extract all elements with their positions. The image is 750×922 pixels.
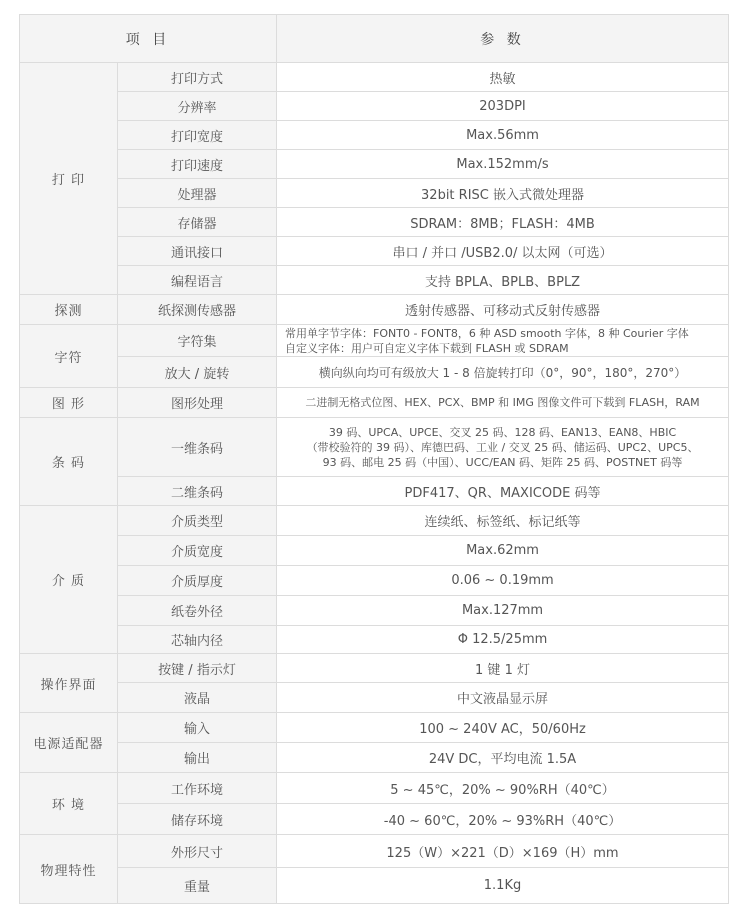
item-value: 0.06 ~ 0.19mm — [277, 566, 729, 596]
item-label: 打印方式 — [118, 63, 277, 92]
item-value: 1 键 1 灯 — [277, 654, 729, 683]
header-row — [20, 15, 729, 63]
category-graphics: 图 形 — [20, 388, 118, 418]
item-value: 串口 / 并口 /USB2.0/ 以太网（可选） — [277, 237, 729, 266]
item-label: 纸卷外径 — [118, 596, 277, 626]
item-label: 存储器 — [118, 208, 277, 237]
item-label: 字符集 — [118, 325, 277, 357]
item-value: 1.1Kg — [277, 868, 729, 904]
table-row — [20, 683, 729, 713]
table-row — [20, 804, 729, 835]
table-row — [20, 868, 729, 904]
item-label: 外形尺寸 — [118, 835, 277, 868]
table-row — [20, 179, 729, 208]
item-value: Max.152mm/s — [277, 150, 729, 179]
table-row — [20, 477, 729, 506]
item-value: 5 ~ 45℃，20% ~ 90%RH（40℃） — [277, 773, 729, 804]
table-row — [20, 536, 729, 566]
table-row — [20, 121, 729, 150]
barcode-line: 39 码、UPCA、UPCE、交叉 25 码、128 码、EAN13、EAN8、HBIC — [328, 425, 677, 439]
item-label: 处理器 — [118, 179, 277, 208]
barcode-line: （带校验符的 39 码）、库德巴码、工业 / 交叉 25 码、储运码、UPC2、UPC5、 — [306, 440, 699, 454]
table-row — [20, 208, 729, 237]
item-value: 热敏 — [277, 63, 729, 92]
category-font: 字符 — [20, 325, 118, 388]
item-label: 分辨率 — [118, 92, 277, 121]
table-row — [20, 237, 729, 266]
item-label: 介质类型 — [118, 506, 277, 536]
header-param: 参 数 — [277, 15, 729, 63]
item-label: 打印速度 — [118, 150, 277, 179]
item-value: 24V DC，平均电流 1.5A — [277, 743, 729, 773]
table-row — [20, 92, 729, 121]
spec-table — [19, 14, 729, 904]
table-row — [20, 325, 729, 357]
table-row — [20, 654, 729, 683]
category-environment: 环 境 — [20, 773, 118, 835]
item-label: 输入 — [118, 713, 277, 743]
table-row — [20, 566, 729, 596]
item-label: 工作环境 — [118, 773, 277, 804]
item-label: 编程语言 — [118, 266, 277, 295]
category-barcode: 条 码 — [20, 418, 118, 506]
item-label: 介质宽度 — [118, 536, 277, 566]
item-value: 203DPI — [277, 92, 729, 121]
item-value: SDRAM：8MB；FLASH：4MB — [277, 208, 729, 237]
table-row — [20, 418, 729, 477]
item-value: -40 ~ 60℃，20% ~ 93%RH（40℃） — [277, 804, 729, 835]
table-row — [20, 713, 729, 743]
item-value: 连续纸、标签纸、标记纸等 — [277, 506, 729, 536]
item-value: 二进制无格式位图、HEX、PCX、BMP 和 IMG 图像文件可下载到 FLASH，RAM — [277, 388, 729, 418]
item-label: 打印宽度 — [118, 121, 277, 150]
table-row — [20, 63, 729, 92]
category-media: 介 质 — [20, 506, 118, 654]
item-value: 横向纵向均可有级放大 1 - 8 倍旋转打印（0°，90°，180°，270°） — [277, 357, 729, 388]
table-row — [20, 626, 729, 654]
table-row — [20, 295, 729, 325]
item-label: 按键 / 指示灯 — [118, 654, 277, 683]
item-label: 通讯接口 — [118, 237, 277, 266]
item-value: 32bit RISC 嵌入式微处理器 — [277, 179, 729, 208]
category-power: 电源适配器 — [20, 713, 118, 773]
item-value: 中文液晶显示屏 — [277, 683, 729, 713]
charset-line: 常用单字节字体：FONT0 - FONT8，6 种 ASD smooth 字体，8 种 Courier 字体 — [285, 326, 689, 340]
table-row — [20, 773, 729, 804]
table-row — [20, 388, 729, 418]
item-label: 芯轴内径 — [118, 626, 277, 654]
category-physical: 物理特性 — [20, 835, 118, 904]
item-label: 输出 — [118, 743, 277, 773]
item-value: Φ 12.5/25mm — [277, 626, 729, 654]
table-row — [20, 743, 729, 773]
item-value: 100 ~ 240V AC，50/60Hz — [277, 713, 729, 743]
item-value: 支持 BPLA、BPLB、BPLZ — [277, 266, 729, 295]
item-value — [277, 325, 729, 357]
item-value: Max.56mm — [277, 121, 729, 150]
item-value: Max.62mm — [277, 536, 729, 566]
table-row — [20, 150, 729, 179]
item-label: 介质厚度 — [118, 566, 277, 596]
charset-line: 自定义字体：用户可自定义字体下载到 FLASH 或 SDRAM — [285, 341, 569, 355]
item-value: 125（W）×221（D）×169（H）mm — [277, 835, 729, 868]
item-label: 液晶 — [118, 683, 277, 713]
item-label: 二维条码 — [118, 477, 277, 506]
category-print: 打 印 — [20, 63, 118, 295]
item-value: PDF417、QR、MAXICODE 码等 — [277, 477, 729, 506]
category-ui: 操作界面 — [20, 654, 118, 713]
category-detect: 探测 — [20, 295, 118, 325]
item-value: Max.127mm — [277, 596, 729, 626]
item-label: 图形处理 — [118, 388, 277, 418]
item-label: 储存环境 — [118, 804, 277, 835]
item-label: 一维条码 — [118, 418, 277, 477]
item-value — [277, 418, 729, 477]
header-item: 项 目 — [20, 15, 277, 63]
table-row — [20, 266, 729, 295]
item-label: 重量 — [118, 868, 277, 904]
table-row — [20, 596, 729, 626]
item-label: 放大 / 旋转 — [118, 357, 277, 388]
table-row — [20, 357, 729, 388]
item-label: 纸探测传感器 — [118, 295, 277, 325]
barcode-line: 93 码、邮电 25 码（中国）、UCC/EAN 码、矩阵 25 码、POSTNET 码等 — [322, 455, 683, 469]
table-row — [20, 506, 729, 536]
item-value: 透射传感器、可移动式反射传感器 — [277, 295, 729, 325]
table-row — [20, 835, 729, 868]
